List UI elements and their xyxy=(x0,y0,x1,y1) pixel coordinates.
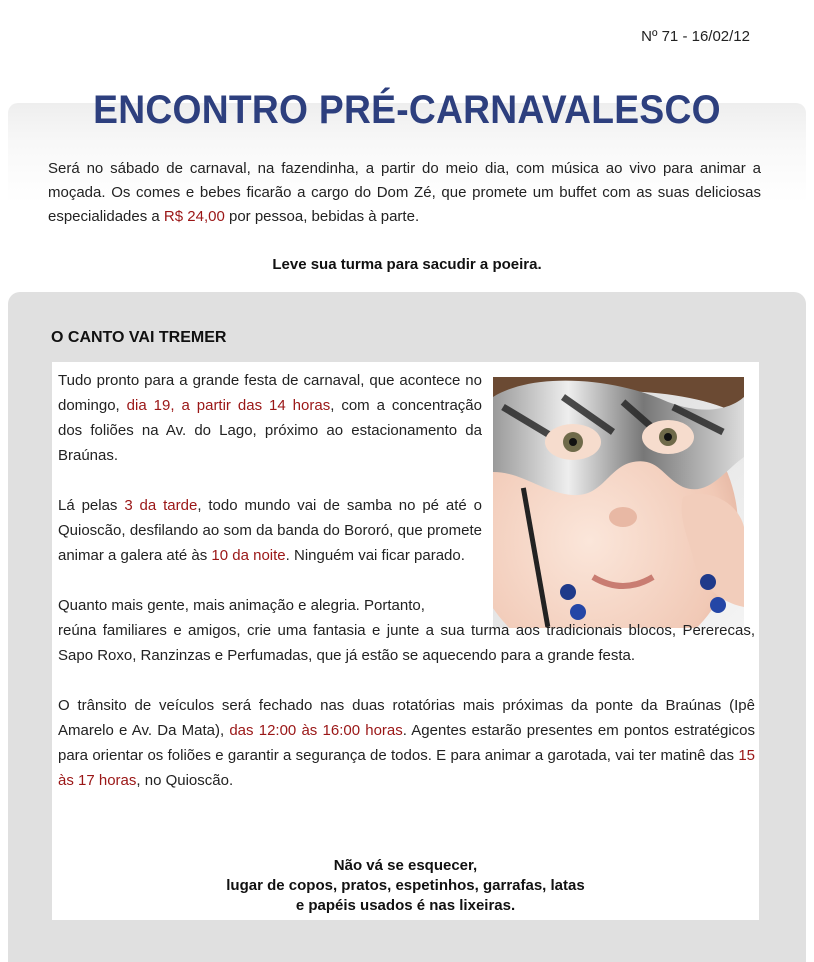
p4-text-a: O trânsito de veículos será fechado nas duas rotatórias mais próximas da ponte da Braúnas (Ipê Amarelo e Av. Da Mata), xyxy=(58,697,755,739)
p2-text-c: , todo mundo vai de samba no pé até o Quioscão, desfilando ao som da banda do Bororó, que promete animar a galera até às xyxy=(58,497,482,564)
p2-highlight-2: 10 da noite xyxy=(211,547,286,564)
reminder-line-2: lugar de copos, pratos, espetinhos, garrafas, latas xyxy=(226,877,585,894)
p4-text-e: , no Quioscão. xyxy=(136,772,234,789)
intro-price: R$ 24,00 xyxy=(163,208,225,225)
intro-text-1: Será no sábado de carnaval, na fazendinha, a partir do meio dia, com música ao vivo para animar a moçada. Os comes e bebes ficarão a cargo do Dom Zé, que promete um buffet com as suas deliciosas especialidades a xyxy=(48,160,761,225)
p2-text-e: . Ninguém vai ficar parado. xyxy=(285,547,465,564)
paragraph-4 xyxy=(58,693,755,793)
paragraph-1 xyxy=(58,368,482,468)
p4-text-c: . Agentes estarão presentes em pontos estratégicos para orientar os foliões e garantir a segurança de todos. E para animar a garotada, vai ter matinê das xyxy=(58,722,755,764)
slogan: Leve sua turma para sacudir a poeira. xyxy=(272,256,542,273)
reminder-line-3: e papéis usados é nas lixeiras. xyxy=(295,897,516,914)
issue-number-date: Nº 71 - 16/02/12 xyxy=(641,28,750,45)
p3-text-b: reúna familiares e amigos, crie uma fantasia e junte a sua turma aos tradicionais blocos, Pererecas, Sapo Roxo, Ranzinzas e Perfumadas, que já estão se aquecendo para a grande festa. xyxy=(58,622,755,664)
paragraph-2 xyxy=(58,493,482,568)
intro-paragraph xyxy=(48,157,761,229)
p4-highlight-2: 15 às 17 horas xyxy=(58,747,755,789)
page-title: ENCONTRO PRÉ-CARNAVALESCO xyxy=(93,88,721,132)
intro-text-2: por pessoa, bebidas à parte. xyxy=(224,208,420,225)
p1-text-c: , com a concentração dos foliões na Av. do Lago, próximo ao estacionamento da Braúnas. xyxy=(58,397,482,464)
p3-text-a: Quanto mais gente, mais animação e alegria. Portanto, xyxy=(58,597,425,614)
section-title: O CANTO VAI TREMER xyxy=(51,329,227,346)
reminder-line-1: Não vá se esquecer, xyxy=(333,857,478,874)
recycling-reminder xyxy=(52,856,759,916)
p2-highlight-1: 3 da tarde xyxy=(124,497,198,514)
paragraph-3 xyxy=(58,593,755,668)
p4-highlight-1: das 12:00 às 16:00 horas xyxy=(229,722,403,739)
p1-text-a: Tudo pronto para a grande festa de carnaval, que acontece no domingo, xyxy=(58,372,482,414)
article-body xyxy=(58,368,755,818)
p2-text-a: Lá pelas xyxy=(58,497,125,514)
p1-highlight: dia 19, a partir das 14 horas xyxy=(126,397,331,414)
